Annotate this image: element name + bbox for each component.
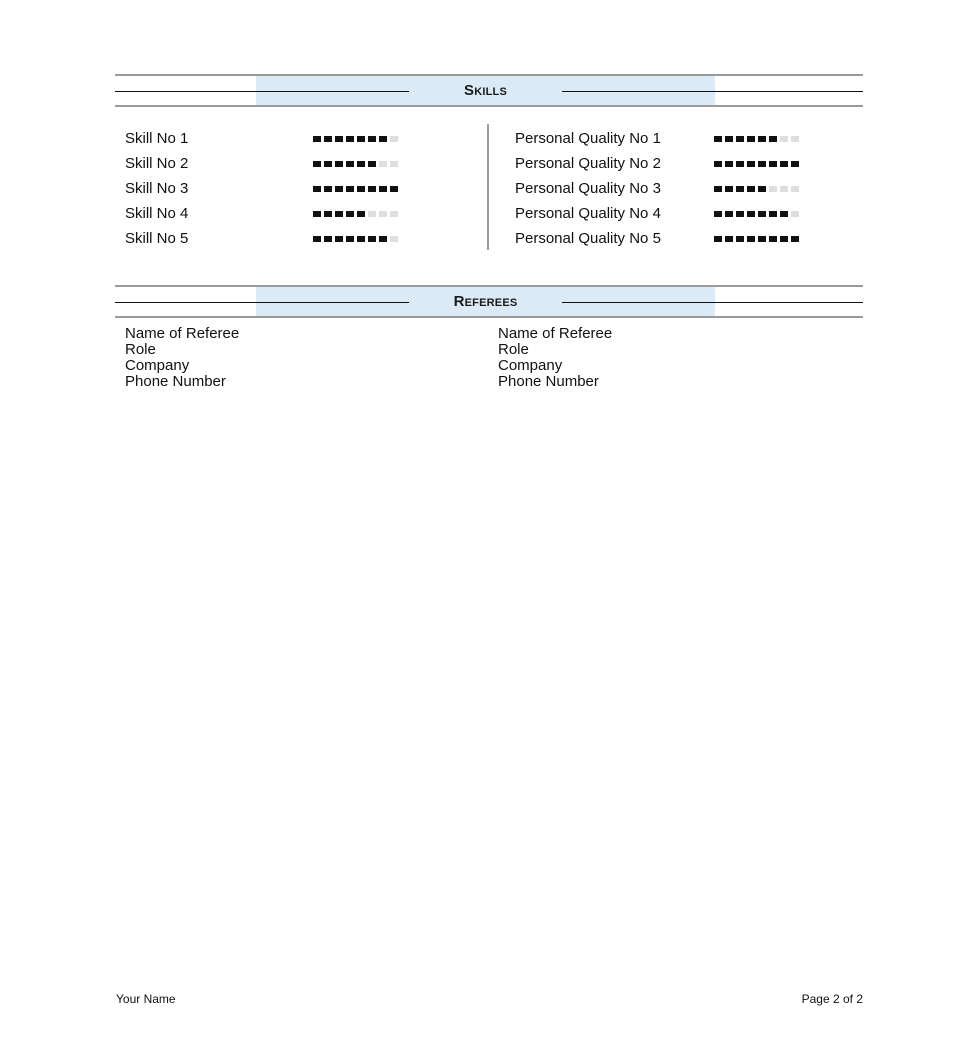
rating-dot-filled — [725, 186, 733, 192]
skill-label: Skill No 2 — [125, 155, 189, 172]
rating-dot-filled — [747, 186, 755, 192]
skills-column-divider — [487, 124, 489, 250]
rating-dot-filled — [346, 136, 354, 142]
footer-page-number: Page 2 of 2 — [801, 992, 863, 1006]
rating-dot-filled — [725, 236, 733, 242]
quality-row — [515, 126, 799, 151]
rating-dot-filled — [747, 136, 755, 142]
rating-dot-filled — [368, 136, 376, 142]
quality-rating — [714, 211, 799, 217]
skill-label: Skill No 5 — [125, 230, 189, 247]
rating-dot-filled — [324, 186, 332, 192]
referee-phone: Phone Number — [125, 373, 226, 390]
rating-dot-filled — [357, 186, 365, 192]
referee-role: Role — [125, 341, 156, 358]
rating-dot-filled — [747, 161, 755, 167]
rating-dot-filled — [357, 161, 365, 167]
rating-dot-filled — [747, 211, 755, 217]
referee-entry — [125, 326, 239, 390]
rating-dot-filled — [758, 211, 766, 217]
referees-header-line-left — [115, 302, 409, 303]
quality-label: Personal Quality No 2 — [515, 155, 661, 172]
rating-dot-filled — [357, 236, 365, 242]
rating-dot-filled — [725, 161, 733, 167]
referee-role: Role — [498, 341, 529, 358]
rating-dot-filled — [758, 136, 766, 142]
rating-dot-filled — [725, 136, 733, 142]
rating-dot-filled — [747, 236, 755, 242]
rating-dot-filled — [758, 161, 766, 167]
skills-list — [125, 126, 398, 251]
rating-dot-filled — [313, 236, 321, 242]
rating-dot-empty — [769, 186, 777, 192]
quality-label: Personal Quality No 4 — [515, 205, 661, 222]
footer-name: Your Name — [116, 992, 176, 1006]
skill-rating — [313, 161, 398, 167]
rating-dot-empty — [780, 136, 788, 142]
skill-rating — [313, 136, 398, 142]
skill-rating — [313, 211, 398, 217]
rating-dot-filled — [758, 236, 766, 242]
rating-dot-filled — [390, 186, 398, 192]
rating-dot-empty — [368, 211, 376, 217]
rating-dot-filled — [379, 236, 387, 242]
quality-label: Personal Quality No 3 — [515, 180, 661, 197]
skills-section-header — [115, 74, 863, 107]
rating-dot-filled — [736, 136, 744, 142]
skills-header-line-right — [562, 91, 863, 92]
rating-dot-filled — [346, 186, 354, 192]
rating-dot-empty — [791, 136, 799, 142]
referee-company: Company — [125, 357, 190, 374]
rating-dot-filled — [714, 136, 722, 142]
skills-header-bottom-rule — [115, 105, 863, 107]
quality-row — [515, 201, 799, 226]
skill-row — [125, 226, 398, 251]
rating-dot-filled — [324, 161, 332, 167]
rating-dot-filled — [313, 136, 321, 142]
rating-dot-empty — [791, 211, 799, 217]
quality-row — [515, 176, 799, 201]
rating-dot-filled — [780, 236, 788, 242]
quality-rating — [714, 136, 799, 142]
skill-rating — [313, 186, 398, 192]
rating-dot-filled — [335, 136, 343, 142]
referee-entry — [498, 326, 612, 390]
quality-rating — [714, 161, 799, 167]
rating-dot-empty — [379, 211, 387, 217]
personal-qualities-list — [515, 126, 799, 251]
rating-dot-filled — [725, 211, 733, 217]
rating-dot-empty — [379, 161, 387, 167]
rating-dot-filled — [769, 211, 777, 217]
referees-header-bottom-rule — [115, 316, 863, 318]
rating-dot-filled — [324, 136, 332, 142]
rating-dot-filled — [368, 161, 376, 167]
rating-dot-filled — [736, 211, 744, 217]
referee-name: Name of Referee — [125, 325, 240, 342]
skills-header-line-left — [115, 91, 409, 92]
rating-dot-empty — [791, 186, 799, 192]
rating-dot-filled — [324, 211, 332, 217]
rating-dot-filled — [791, 161, 799, 167]
rating-dot-filled — [736, 161, 744, 167]
rating-dot-filled — [346, 211, 354, 217]
rating-dot-filled — [313, 186, 321, 192]
quality-label: Personal Quality No 5 — [515, 230, 661, 247]
referee-phone: Phone Number — [498, 373, 599, 390]
rating-dot-empty — [390, 161, 398, 167]
quality-rating — [714, 186, 799, 192]
rating-dot-filled — [714, 236, 722, 242]
rating-dot-filled — [335, 236, 343, 242]
rating-dot-filled — [368, 236, 376, 242]
skills-section-title: Skills — [464, 82, 507, 99]
rating-dot-filled — [769, 161, 777, 167]
referees-header-line-right — [562, 302, 863, 303]
rating-dot-filled — [357, 136, 365, 142]
rating-dot-filled — [368, 186, 376, 192]
skill-rating — [313, 236, 398, 242]
rating-dot-filled — [346, 236, 354, 242]
rating-dot-filled — [324, 236, 332, 242]
rating-dot-filled — [335, 186, 343, 192]
skill-row — [125, 176, 398, 201]
rating-dot-filled — [313, 211, 321, 217]
quality-row — [515, 226, 799, 251]
rating-dot-filled — [791, 236, 799, 242]
rating-dot-filled — [714, 161, 722, 167]
rating-dot-filled — [758, 186, 766, 192]
rating-dot-empty — [390, 236, 398, 242]
referees-section-header — [115, 285, 863, 318]
rating-dot-filled — [346, 161, 354, 167]
referee-company: Company — [498, 357, 563, 374]
skill-row — [125, 126, 398, 151]
skill-row — [125, 201, 398, 226]
rating-dot-filled — [714, 211, 722, 217]
quality-row — [515, 151, 799, 176]
rating-dot-filled — [335, 161, 343, 167]
rating-dot-filled — [736, 236, 744, 242]
skill-row — [125, 151, 398, 176]
rating-dot-filled — [769, 136, 777, 142]
rating-dot-empty — [780, 186, 788, 192]
rating-dot-filled — [379, 186, 387, 192]
rating-dot-filled — [313, 161, 321, 167]
rating-dot-filled — [357, 211, 365, 217]
quality-label: Personal Quality No 1 — [515, 130, 661, 147]
rating-dot-filled — [780, 161, 788, 167]
rating-dot-filled — [714, 186, 722, 192]
skill-label: Skill No 4 — [125, 205, 189, 222]
rating-dot-filled — [769, 236, 777, 242]
referee-name: Name of Referee — [498, 325, 613, 342]
rating-dot-filled — [335, 211, 343, 217]
skill-label: Skill No 1 — [125, 130, 189, 147]
quality-rating — [714, 236, 799, 242]
rating-dot-empty — [390, 211, 398, 217]
referees-section-title: Referees — [453, 293, 518, 310]
rating-dot-filled — [736, 186, 744, 192]
rating-dot-filled — [780, 211, 788, 217]
rating-dot-filled — [379, 136, 387, 142]
skill-label: Skill No 3 — [125, 180, 189, 197]
rating-dot-empty — [390, 136, 398, 142]
